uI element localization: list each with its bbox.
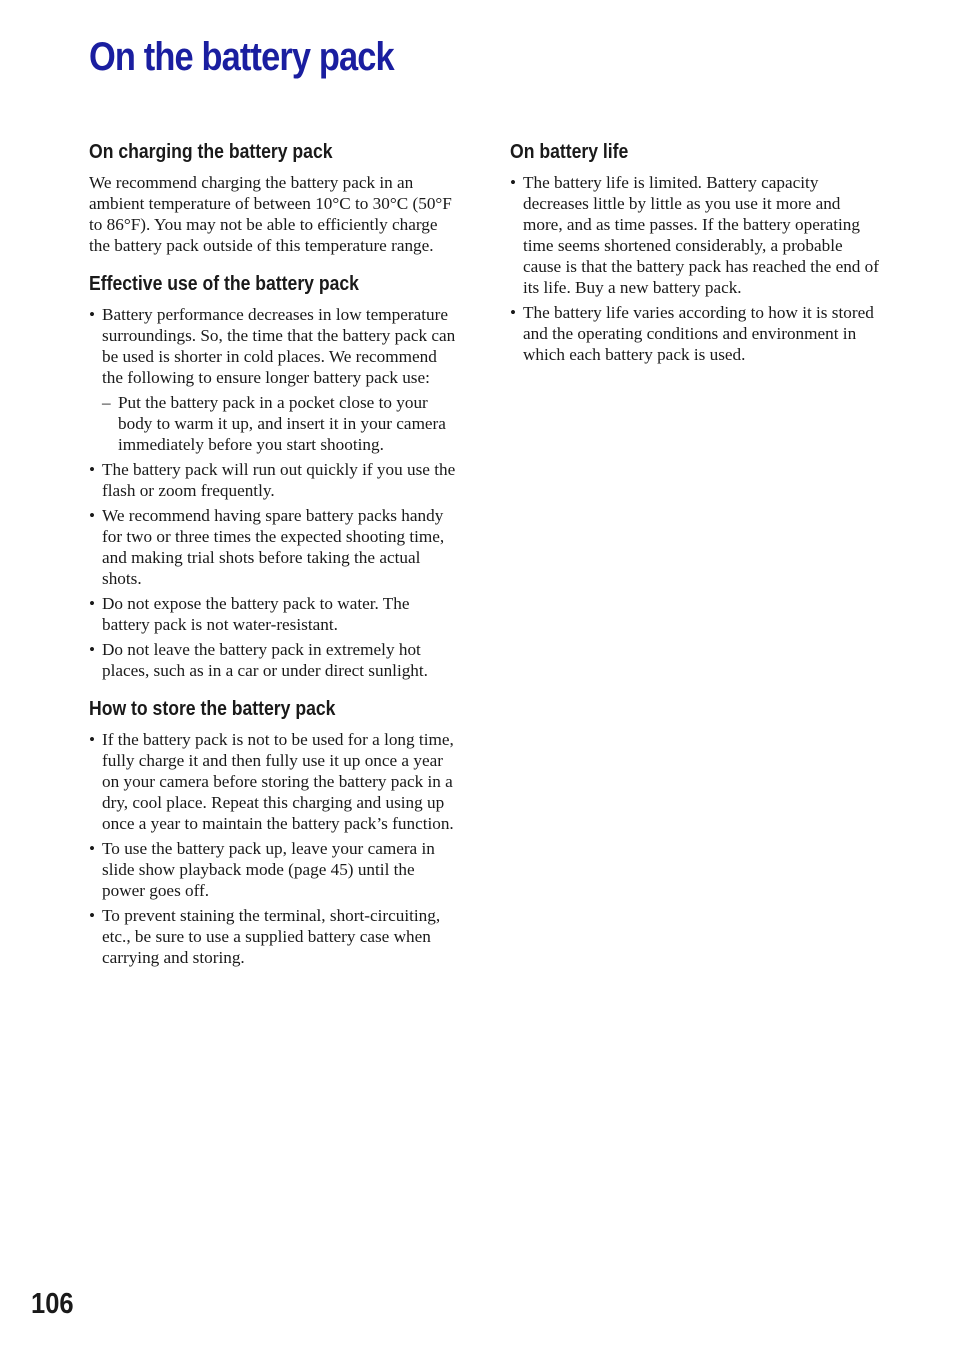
effective-use-list xyxy=(89,304,457,681)
list-item: • The battery life is limited. Battery capacity decreases little by little as you use it more and more, and as time passes. If the battery operating time seems shortened considerably, a probable cause is that the battery pack has reached the end of its life. Buy a new battery pack. xyxy=(510,172,882,298)
battery-life-list xyxy=(510,172,882,365)
left-column xyxy=(89,138,457,982)
page-number: 106 xyxy=(31,1288,74,1320)
section-battery-life xyxy=(510,138,882,365)
section-storage xyxy=(89,695,457,968)
section-heading-effective-use: Effective use of the battery pack xyxy=(89,273,359,295)
sub-list xyxy=(102,392,457,455)
storage-list xyxy=(89,729,457,968)
section-effective-use xyxy=(89,270,457,681)
section-heading-charging: On charging the battery pack xyxy=(89,141,333,163)
page-title: On the battery pack xyxy=(89,35,394,79)
section-charging xyxy=(89,138,457,256)
list-item: • The battery life varies according to how it is stored and the operating conditions and environment in which each battery pack is used. xyxy=(510,302,882,365)
list-item: • To use the battery pack up, leave your camera in slide show playback mode (page 45) until the power goes off. xyxy=(89,838,457,901)
list-item: • Do not leave the battery pack in extremely hot places, such as in a car or under direct sunlight. xyxy=(89,639,457,681)
list-item xyxy=(89,304,457,455)
sub-list-item: – Put the battery pack in a pocket close to your body to warm it up, and insert it in your camera immediately before you start shooting. xyxy=(102,392,457,455)
section-heading-storage: How to store the battery pack xyxy=(89,698,336,720)
list-item: • We recommend having spare battery packs handy for two or three times the expected shooting time, and making trial shots before taking the actual shots. xyxy=(89,505,457,589)
list-item-text: Battery performance decreases in low temperature surroundings. So, the time that the battery pack can be used is shorter in cold places. We recommend the following to ensure longer battery pack use: xyxy=(102,305,456,387)
list-item: • To prevent staining the terminal, short-circuiting, etc., be sure to use a supplied battery case when carrying and storing. xyxy=(89,905,457,968)
list-item: • The battery pack will run out quickly if you use the flash or zoom frequently. xyxy=(89,459,457,501)
charging-paragraph: We recommend charging the battery pack in an ambient temperature of between 10°C to 30°C (50°F to 86°F). You may not be able to efficiently charge the battery pack outside of this temperature range. xyxy=(89,173,452,255)
list-item: • Do not expose the battery pack to water. The battery pack is not water-resistant. xyxy=(89,593,457,635)
section-heading-battery-life: On battery life xyxy=(510,141,629,163)
list-item: • If the battery pack is not to be used for a long time, fully charge it and then fully use it up once a year on your camera before storing the battery pack in a dry, cool place. Repeat this charging and using up once a year to maintain the battery pack’s function. xyxy=(89,729,457,834)
right-column xyxy=(510,138,882,379)
